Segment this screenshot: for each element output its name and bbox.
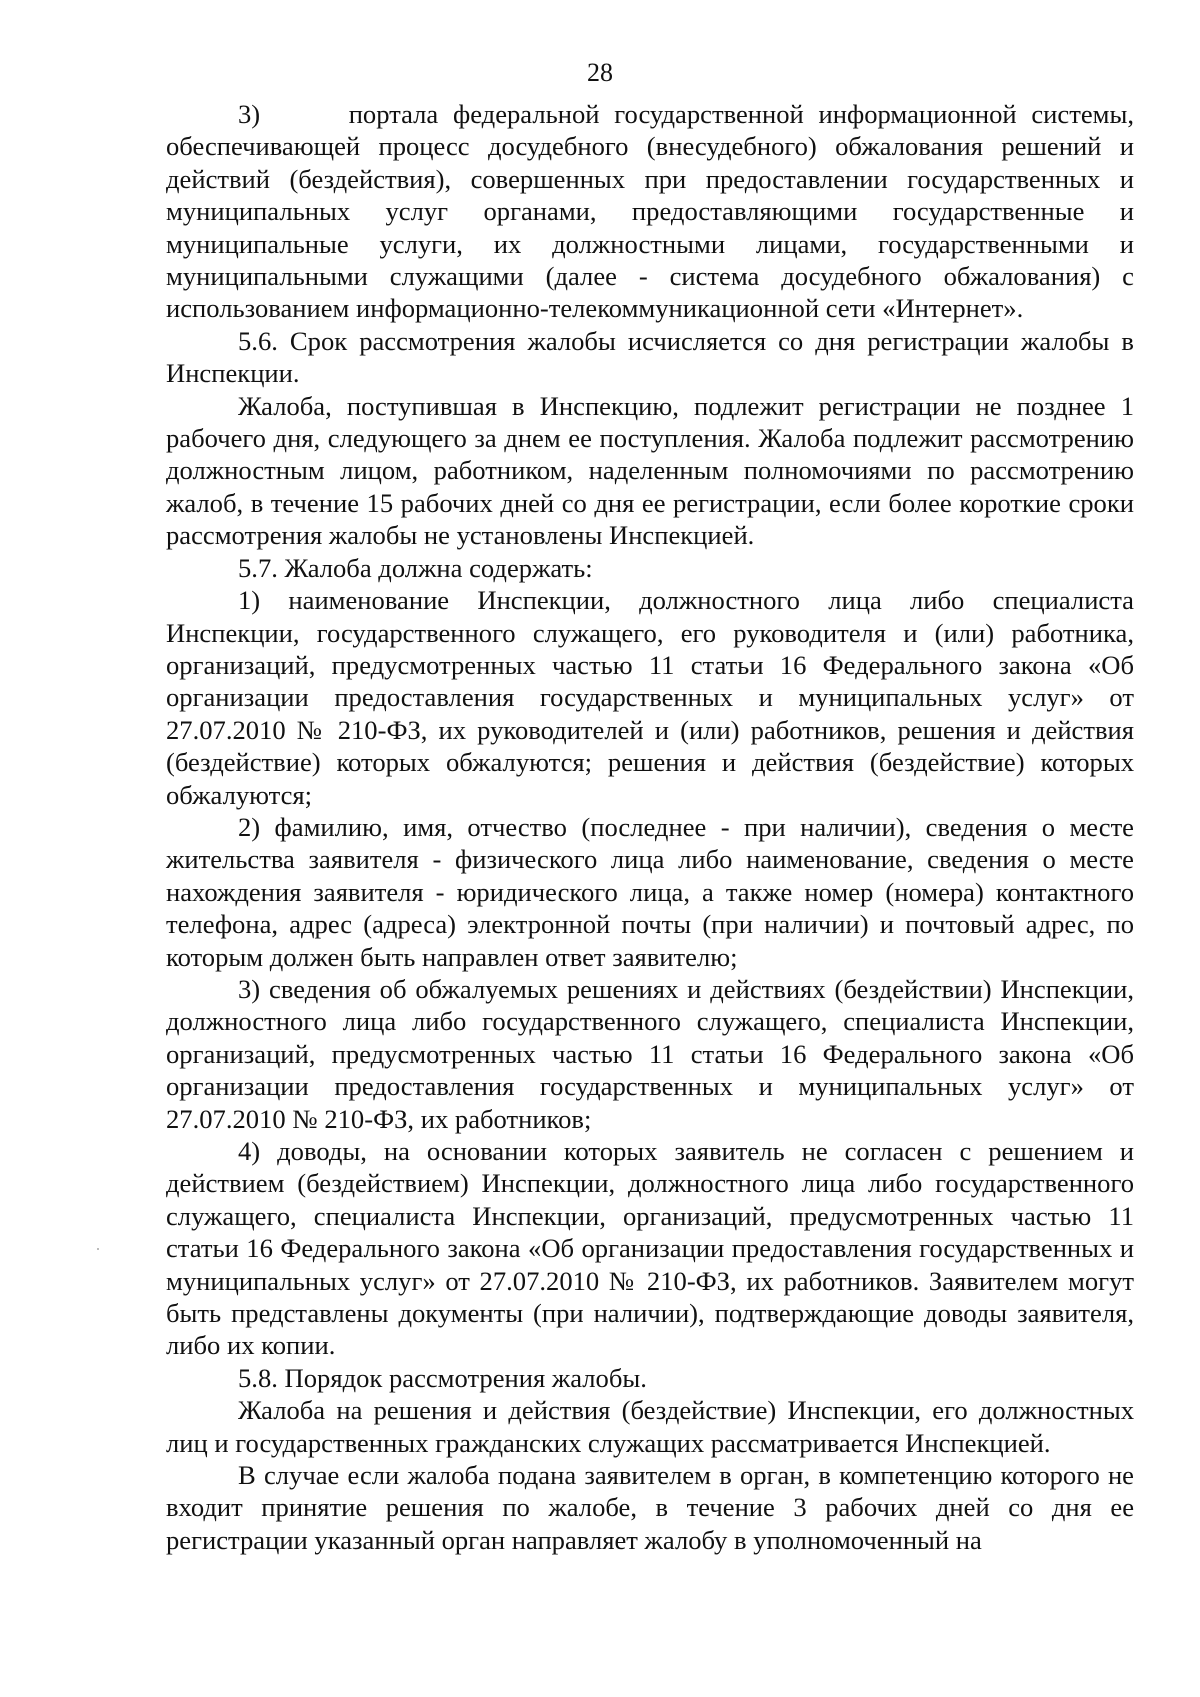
document-body [166,98,1134,1556]
scan-speck [97,1248,99,1250]
paragraph-redirection: В случае если жалоба подана заявителем в орган, в компетенцию которого не входит принятие решения по жалобе, в течение 3 рабочих дней со дня ее регистрации указанный орган направляет жалобу в уполномоченный на [166,1460,1134,1555]
paragraph-5-7-item-1: 1) наименование Инспекции, должностного лица либо специалиста Инспекции, государственного служащего, его руководителя и (или) работника, организаций, предусмотренных частью 11 статьи 16 Федерального закона «Об организации предоставления государственных и муниципальных услуг» от 27.07.2010 № 210-ФЗ, их руководителей и (или) работников, решения и действия (бездействие) которых обжалуются; решения и действия (бездействие) которых обжалуются; [166,585,1134,810]
paragraph-5-8-heading: 5.8. Порядок рассмотрения жалобы. [238,1362,647,1393]
page-number: 28 [587,58,613,87]
paragraph-5-7-item-4: 4) доводы, на основании которых заявитель не согласен с решением и действием (бездействием) Инспекции, должностного лица либо государственного служащего, специалиста Инспекции, организаций, предусмотренных частью 11 статьи 16 Федерального закона «Об организации предоставления государственных и муниципальных услуг» от 27.07.2010 № 210-ФЗ, их работников. Заявителем могут быть представлены документы (при наличии), подтверждающие доводы заявителя, либо их копии. [166,1136,1134,1361]
paragraph-registration: Жалоба, поступившая в Инспекцию, подлежит регистрации не позднее 1 рабочего дня, следующего за днем ее поступления. Жалоба подлежит рассмотрению должностным лицом, работником, наделенным полномочиями по рассмотрению жалоб, в течение 15 рабочих дней со дня ее регистрации, если более короткие сроки рассмотрения жалобы не установлены Инспекцией. [166,390,1134,551]
paragraph-complaint-review: Жалоба на решения и действия (бездействие) Инспекции, его должностных лиц и государственных гражданских служащих рассматривается Инспекцией. [166,1395,1134,1458]
paragraph-item-3-portal: 3) портала федеральной государственной информационной системы, обеспечивающей процесс досудебного (внесудебного) обжалования решений и действий (бездействия), совершенных при предоставлении государственных и муниципальных услуг органами, предоставляющими государственные и муниципальные услуги, их должностными лицами, государственными и муниципальными служащими (далее - система досудебного обжалования) с использованием информационно-телекоммуникационной сети «Интернет». [166,99,1134,324]
paragraph-5-7-item-3: 3) сведения об обжалуемых решениях и действиях (бездействии) Инспекции, должностного лица либо государственного служащего, специалиста Инспекции, организаций, предусмотренных частью 11 статьи 16 Федерального закона «Об организации предоставления государственных и муниципальных услуг» от 27.07.2010 № 210-ФЗ, их работников; [166,973,1134,1134]
paragraph-5-7-item-2: 2) фамилию, имя, отчество (последнее - при наличии), сведения о месте жительства заявителя - физического лица либо наименование, сведения о месте нахождения заявителя - юридического лица, а также номер (номера) контактного телефона, адрес (адреса) электронной почты (при наличии) и почтовый адрес, по которым должен быть направлен ответ заявителю; [166,811,1134,972]
paragraph-5-7-heading: 5.7. Жалоба должна содержать: [238,552,593,583]
paragraph-5-6-review-period: 5.6. Срок рассмотрения жалобы исчисляется со дня регистрации жалобы в Инспекции. [166,325,1134,389]
